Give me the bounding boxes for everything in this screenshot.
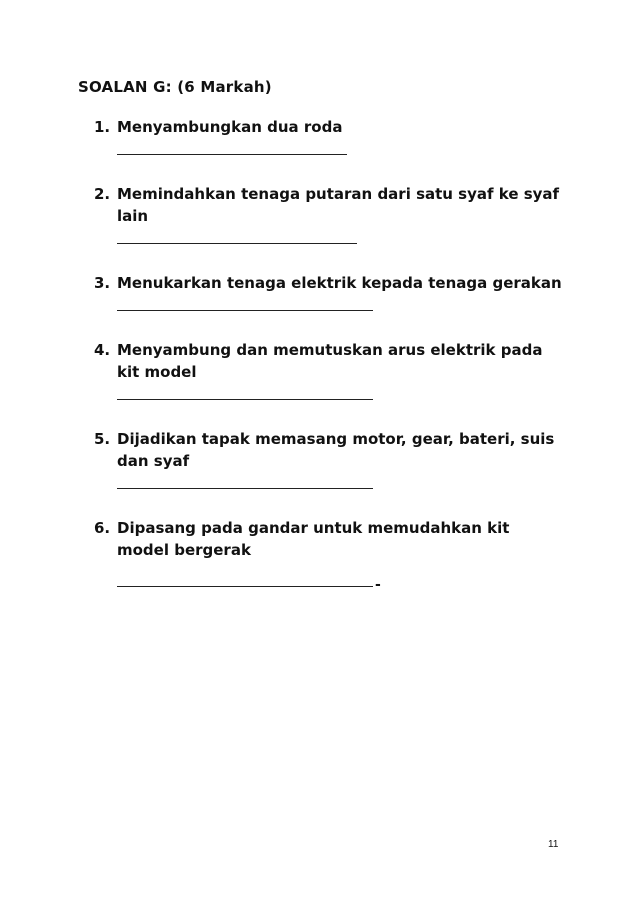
answer-blank-line	[117, 243, 357, 244]
answer-blank-line	[117, 310, 373, 311]
question-item	[94, 116, 564, 155]
question-item	[94, 517, 564, 593]
question-text: Dijadikan tapak memasang motor, gear, bateri, suis dan syaf	[117, 430, 555, 470]
answer-blank-line	[117, 399, 373, 400]
page-number: 11	[548, 839, 559, 850]
question-text: Memindahkan tenaga putaran dari satu syaf ke syaf lain	[117, 185, 560, 225]
question-number: 2.	[94, 185, 111, 203]
question-item	[94, 272, 564, 311]
question-item	[94, 339, 564, 400]
answer-blank-line	[117, 154, 347, 155]
answer-blank-line	[117, 586, 373, 587]
question-number: 3.	[94, 274, 111, 292]
question-text: Dipasang pada gandar untuk memudahkan kit model bergerak	[117, 519, 510, 559]
question-text: Menyambungkan dua roda	[117, 118, 343, 136]
question-number: 5.	[94, 430, 111, 448]
question-number: 6.	[94, 519, 111, 537]
question-list	[94, 116, 564, 615]
question-number: 4.	[94, 341, 111, 359]
question-number: 1.	[94, 118, 111, 136]
answer-blank-line	[117, 488, 373, 489]
question-item	[94, 183, 564, 244]
question-item	[94, 428, 564, 489]
question-text: Menyambung dan memutuskan arus elektrik pada kit model	[117, 341, 543, 381]
section-heading: SOALAN G: (6 Markah)	[78, 78, 272, 96]
answer-row	[117, 577, 564, 593]
question-text: Menukarkan tenaga elektrik kepada tenaga gerakan	[117, 274, 562, 292]
trailing-mark: -	[375, 577, 381, 593]
